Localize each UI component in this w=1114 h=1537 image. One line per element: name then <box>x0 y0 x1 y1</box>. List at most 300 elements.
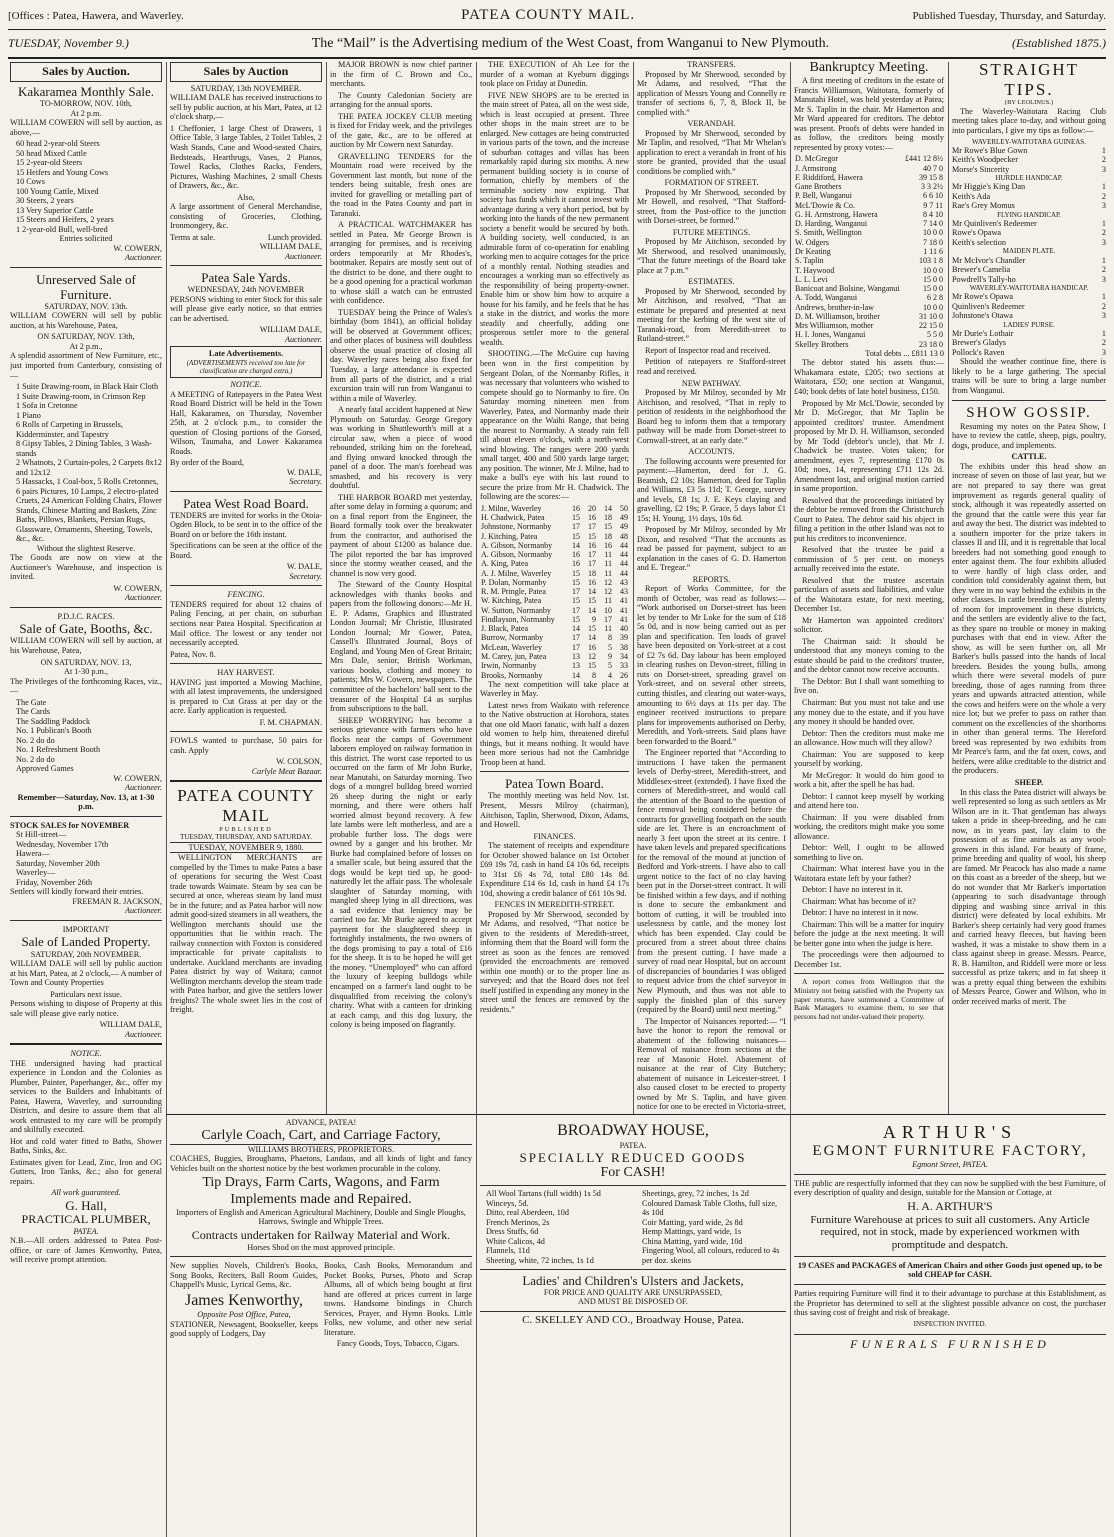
score-500: 18 <box>604 531 612 541</box>
horse-name: Mr Higgie's King Dan <box>952 182 1026 192</box>
divider <box>10 816 162 817</box>
ad-owners: WILLIAMS BROTHERS, PROPRIETORS. <box>247 1144 395 1154</box>
table-row <box>480 587 629 596</box>
editorial-date: TUESDAY, NOVEMBER 9, 1880. <box>170 842 322 854</box>
horse-name: Mr McIvor's Chandler <box>952 255 1026 265</box>
score-200: 17 <box>572 605 580 615</box>
article-subhead: FORMATION OF STREET. <box>664 178 759 188</box>
score-200: 16 <box>572 550 580 560</box>
score-500: 12 <box>604 577 612 587</box>
list-item: 13 Very Superior Cattle <box>16 205 94 215</box>
signature-role: Auctioneer. <box>284 334 322 344</box>
table-row <box>794 340 944 349</box>
list-item: 15 Steers and Heifers, 2 years <box>16 215 114 225</box>
divider <box>10 607 162 608</box>
column-1 <box>10 60 162 1532</box>
article-subhead: FINANCES. <box>533 831 576 841</box>
price-item: Flannels, 11d <box>486 1246 530 1256</box>
creditor-name: A. Todd, Wanganui <box>795 293 858 303</box>
tip-place: 1 <box>1101 255 1106 265</box>
tip-row <box>952 182 1106 192</box>
paper-nameplate: PATEA COUNTY MAIL <box>177 786 315 825</box>
ad-body: THE undersigned having had practical experience in London and the Colonies as Plumber, Painter, Paperhanger, &c., offer my services to the Builders and Inhabitants of Patea, Hawera, Waverley, and surrounding Districts, and desire to assure them that all work entrusted to my care will be promptly and skilfully executed. <box>10 1058 162 1135</box>
tip-place: 3 <box>1101 347 1106 357</box>
signature: W. COLSON, <box>276 757 322 767</box>
score-200: 16 <box>572 559 580 569</box>
score-500: 5 <box>608 661 612 671</box>
debt-amount: 103 1 8 <box>919 256 943 266</box>
ad-body: N.B.—All orders addressed to Patea Post-office, or care of James Kenworthy, Patea, will receive prompt attention. <box>10 1236 162 1265</box>
shooter-name: A. Gibson, Normanby <box>481 550 553 560</box>
article-paragraph: A PRACTICAL WATCHMAKER has settled in Patea. Mr George Brown is arranging for premises, and is receiving orders temporarily at Mr Rhodes's, bootmaker. Repairs are mostly sent out of the district to be done, and there ought to be a good opening for a practical workman to whose skill a watch can be entrusted with confidence. <box>330 220 472 306</box>
list-item: No. 1 Publican's Booth <box>16 726 92 736</box>
table-row <box>794 312 944 321</box>
article-paragraph: SHEEP WORRYING has become a serious grievance with farmers who have flocks near the camps of Government laborers employed on railway formation in this district. The worst case reported to us occurred on the farm of Mr John Burke, near Manutahi, on Saturday morning. Two dogs of a mongrel bulldog breed worried 26 sheep during the night or early morning, and there were others half worried almost beyond recovery. A few late lambs were left motherless, and are a probable further loss. The dogs were owned by a ganger and his brother. Mr Burke had complained before of losses on a smaller scale, but being assured that the dogs would be kept tied up, he good-naturedly let the affair pass. The wholesale slaughter of Saturday morning, with mangled sheep lying in all directions, was a sad evidence that leniency may be carried too far. Mr Burke agreed to accept payment for the slaughtered sheep in fortnightly instalments, the two owners of the dogs promising to pay a total of £16 for the sheep. It is to be hoped he will get the money. “Unemployed” who can afford the luxury of keeping bulldogs while encamped on a farmer's land ought to be disqualified from receiving the colony's charity. What with a canteen for drinking at each camp, and this dog luxury, the colony is being imposed on flagrantly. <box>330 715 472 1030</box>
ad-body: A large assortment of General Merchandise, consisting of Groceries, Clothing, Ironmongery, &c. <box>170 202 322 231</box>
masthead <box>8 6 1106 26</box>
tip-row <box>952 238 1106 248</box>
score-400: 15 <box>588 624 596 634</box>
score-total: 44 <box>620 550 628 560</box>
score-400: 14 <box>588 605 596 615</box>
score-500: 9 <box>608 651 612 661</box>
score-200: 14 <box>572 624 580 634</box>
horse-name: Mr Durie's Lothair <box>952 328 1014 338</box>
tip-place: 2 <box>1101 301 1106 311</box>
creditor-name: F. Riddiford, Hawera <box>795 172 863 182</box>
list-item: The Cards <box>16 707 50 717</box>
article-paragraph: Resolved that the trustee ascertain particulars of assets and liabilities, and value of the Waitotara estate, for next meeting, December 1st. <box>794 575 944 614</box>
list-item: 2 Whatnots, 2 Curtain-poles, 2 Carpets 8x12 and 12x12 <box>16 458 162 477</box>
list-item: 15 Heifers and Young Cows <box>16 167 109 177</box>
score-500: 8 <box>608 633 612 643</box>
column-rule <box>166 62 167 1537</box>
ad-date: ON SATURDAY, NOV. 13, <box>40 657 132 667</box>
privileges-list <box>10 698 162 774</box>
divider <box>794 1174 1106 1175</box>
creditor-name: G. H. Armstrong, Hawera <box>795 209 878 219</box>
ad-note: INSPECTION INVITED. <box>913 1319 987 1328</box>
section-header: Sales by Auction <box>170 62 322 82</box>
creditor-name: D. Harding, Wanganui <box>795 219 868 229</box>
debt-amount: 22 15 0 <box>919 321 943 331</box>
tip-place: 3 <box>1101 237 1106 247</box>
issue-date: TUESDAY, November 9.) <box>8 36 129 51</box>
signature-role: Auctioneer. <box>124 906 162 916</box>
ad-kicker: ADVANCE, PATEA! <box>285 1118 357 1127</box>
score-400: 17 <box>588 550 596 560</box>
article-subhead: TRANSFERS. <box>687 60 736 69</box>
list-item: 30 Steers, 2 years <box>16 196 74 206</box>
list-item: The Gate <box>16 697 47 707</box>
score-500: 12 <box>604 587 612 597</box>
ad-note: Horses Shod on the most approved principle. <box>247 1242 395 1252</box>
score-total: 43 <box>620 577 628 587</box>
signature: W. COWERN, <box>113 583 162 593</box>
horse-name: Powdrell's Tally-ho <box>952 274 1016 284</box>
ad-body: Estimates given for Lead, Zinc, Iron and OG Gutters, Iron Tanks, &c.; also for general repairs. <box>10 1157 162 1186</box>
table-row <box>480 606 629 615</box>
score-total: 44 <box>620 540 628 550</box>
list-item: 8 Gipsy Tables, 2 Dining Tables, 3 Wash-stands <box>16 439 152 458</box>
debt-amount: 31 10 0 <box>919 311 943 321</box>
divider <box>10 267 162 268</box>
score-200: 15 <box>572 512 580 522</box>
score-total: 34 <box>620 651 628 661</box>
article-paragraph: The next competition will take place at Waverley in May. <box>480 679 629 699</box>
ad-name: James Kenworthy, <box>184 1291 304 1309</box>
ad-note: Particulars next issue. <box>50 989 122 999</box>
article-paragraph: WELLINGTON MERCHANTS are compelled by the Times to make Patea a base of operations for securing the West Coast trade towards Waimate. Steam by sea can be secured at once, whereas steam by land must be in the future; and as Patea harbor will now admit good-sized steamers in all weathers, the Wellington merchants should use the opportunities that lie within reach. The railway connection with Foxton is considered impracticable for private capitalists to undertake. Auckland merchants are invading Patea district by way of Waitara; cannot Wellington merchants develop the steam trade with Patea harbor, and give the settlers lower freights? The whole sweet lies in the cost of freight. <box>170 853 322 1015</box>
creditor-name: J. Armstrong <box>795 163 837 173</box>
signature: W. DALE, <box>287 467 322 477</box>
article-paragraph: Proposed by Mr McL'Dowie, seconded by Mr D. McGregor, that Mr Taplin be appointed creditors' trustee. Amendment proposed by Mr D. H. Williamson, seconded by Mr Todd (debtor's uncle), that Mr J. Chadwick be trustee. Votes taken; for amendment, eyes 7, representing £170 0s 10d; noes, 14, representing £711 12s 2d. Amendment lost, and original motion carried in same proportion. <box>794 398 944 494</box>
debt-amount: 23 18 0 <box>919 339 943 349</box>
article-paragraph: The Chairman said: It should be understood that any moneys coming to the estate should be paid to the creditors' trustee, and the debtor cannot now receive accounts. <box>794 636 944 675</box>
masthead-rule <box>8 29 1106 30</box>
ad-note: Settlers will kindly forward their entries. <box>10 887 144 897</box>
established-note: (Established 1875.) <box>1011 36 1106 51</box>
article-subhead: NEW PATHWAY. <box>681 378 742 388</box>
column-3 <box>330 60 472 1112</box>
table-row <box>480 578 629 587</box>
divider <box>170 585 322 586</box>
article-paragraph: MAJOR BROWN is now chief partner in the firm of C. Brown and Co., merchants. <box>330 60 472 89</box>
list-item: 15 2-year-old Steers <box>16 158 83 168</box>
shooter-name: Brooks, Normanby <box>481 670 543 680</box>
ad-headline: Implements made and Repaired. <box>230 1191 412 1207</box>
column-rule <box>948 62 949 1114</box>
column-7 <box>952 60 1106 1112</box>
shooter-name: Johnstone, Normanby <box>481 522 552 532</box>
article-paragraph: Chairman: What has become of it? <box>802 896 916 906</box>
ad-body: TENDERS are invited for works in the Otoia-Ogden Block, to be sent in to the office of the Board on or before the 16th instant. <box>170 510 322 539</box>
terms-label: Terms at sale. <box>170 232 216 242</box>
table-row <box>480 615 629 624</box>
article-paragraph: Report of Works Committee, for the month of October, was read as follows:— “Work authorised on Dorset-street has been let by tender to Mr Loke for the sum of £18 5s 0d, and is now being carried out as per plan and specification. Ten loads of gravel have been deposited on York-street at a cost of £2 7s 6d. Day labour has been employed in clearing rushes on Devon-street, filling in ruts on Dorset-street, spreading gravel on York-street, and on several other streets, cutting thistles, and clearing out water-ways, amounting to 6½ days at 11s per day. The engineer received instructions to prepare plans for improvements authorised on Derby, Meredith, and York-streets. Said plans have been forwarded to the Board.” <box>637 584 786 746</box>
ad-body: Furniture Warehouse at prices to suit all customers. Any Article required, not in stock, made by experienced workmen with promptitude and despatch. <box>810 1213 1090 1252</box>
score-total: 26 <box>620 670 628 680</box>
debt-amount: 10 0 0 <box>923 228 943 238</box>
ad-body: 1 Cheffonier, 1 large Chest of Drawers, 1 Office Table, 3 large Tables, 2 Toilet Tables, 2 Wash Stands, Cane and Wood-seated Chairs, Bedsteads, Hearthrugs, Vases, 2 Pianos, Towel Racks, Clothes Racks, Fenders, Pictures, Washing Machines, 2 small Chests of Drawers, &c., &c. <box>170 123 322 191</box>
score-200: 17 <box>572 587 580 597</box>
article-paragraph: Resolved that the proceedings initiated by the debtor be removed from the Christchurch Court to Patea. The debtor said his object in filing a petition in the other Island was not to put his creditors to inconvenience. <box>794 495 944 543</box>
creditor-name: L. L. Levi <box>795 274 828 284</box>
article-subhead: ACCOUNTS. <box>688 447 735 457</box>
table-row <box>794 293 944 302</box>
ad-title: Sale of Landed Property. <box>21 934 151 950</box>
list-item: St Hill-street— <box>16 830 67 840</box>
article-paragraph: GRAVELLING TENDERS for the Mountain road were received by the Government last month, but none of the tenders being suitable, fresh ones are invited for gravelling or metalling part of the road in the Patea County and part in Taranaki. <box>330 151 472 218</box>
tip-row <box>952 311 1106 321</box>
creditor-name: T. Haywood <box>795 265 835 275</box>
price-item: Winceys, 5d. <box>486 1198 529 1208</box>
ad-body: Hot and cold water fitted to Baths, Shower Baths, Sinks, &c. <box>10 1136 162 1156</box>
ad-note: Without the slightest Reserve. <box>36 543 136 553</box>
ad-title: HAY HARVEST. <box>217 668 275 678</box>
tip-row <box>952 219 1106 229</box>
ad-headline: For CASH! <box>600 1165 666 1181</box>
ad-body: Specifications can be seen at the office of the Board. <box>170 541 322 560</box>
tip-place: 1 <box>1101 292 1106 302</box>
article-paragraph: Proposed by Mr Sherwood, seconded by Mr Adams, and resolved, “That notice be given to the residents of Meredith-street, informing them that the Board will form the street as soon as the fences are removed (provided the encroachments are removed within one month) or to the proper line as surveyed; and that the Board does not feel itself justified in expending any money in the street until the fences are removed by the residents.” <box>480 909 629 1014</box>
motto: The “Mail” is the Advertising medium of the West Coast, from Wanganui to New Plymouth. <box>311 35 830 51</box>
column-rule <box>790 62 791 1537</box>
article-paragraph: Resuming my notes on the Patea Show, I have to review the cattle, sheep, pigs, poultry, dogs, produce, and implements. <box>952 421 1106 450</box>
kenworthy-right <box>324 1261 472 1349</box>
race-name: LADIES' PURSE. <box>1003 320 1055 329</box>
tip-row <box>952 338 1106 348</box>
column-2 <box>170 60 322 1112</box>
debt-amount: 40 7 0 <box>923 163 943 173</box>
article-paragraph: The Waverley-Waitotara Racing Club meeting takes place to-day, and without going into particulars, I give my tips as follow:— <box>952 106 1106 135</box>
article-paragraph: Chairman: But you must not take and use any money due to the estate, and if you have any money it should be handed over. <box>794 697 944 727</box>
signature: FREEMAN R. JACKSON, <box>72 896 162 906</box>
price-list-left <box>480 1189 630 1265</box>
ad-date: TO-MORROW, NOV. 10th, <box>40 98 132 108</box>
creditor-name: P. Bell, Wanganui <box>795 191 852 201</box>
score-500: 16 <box>604 540 612 550</box>
divider <box>10 1043 162 1045</box>
horse-name: Mr Quinliven's Redeemer <box>952 218 1037 228</box>
ad-note: Entries solicited <box>59 234 113 244</box>
debts-table <box>794 154 944 349</box>
creditor-name: D. McGregor <box>795 154 839 164</box>
creditor-name: Banicoat and Bolsine, Wanganui <box>795 284 900 294</box>
score-total: 49 <box>620 522 628 532</box>
column-rule <box>326 62 327 1114</box>
score-200: 15 <box>572 577 580 587</box>
score-500: 14 <box>604 503 612 513</box>
terms-row <box>170 233 322 243</box>
article-paragraph: The debtor stated his assets thus:— Whakamara estate, £205; two sections at Waitotara, £50; one section at Wanganui, £40; book debts of late hotel business, £150. <box>794 358 944 396</box>
ad-subtitle: Sale of Gate, Booths, &c. <box>19 621 153 637</box>
race-name: FLYING HANDICAP. <box>997 210 1061 219</box>
ad-note: By order of the Board, <box>170 458 244 468</box>
tip-place: 1 <box>1101 145 1106 155</box>
debt-amount: 10 0 0 <box>923 302 943 312</box>
ad-title: Unreserved Sale of Furniture. <box>36 271 136 302</box>
ad-time: At 2 p.m. <box>70 108 102 118</box>
score-500: 4 <box>608 670 612 680</box>
tip-place: 1 <box>1101 218 1106 228</box>
ad-name: H. A. ARTHUR'S <box>907 1198 993 1213</box>
ad-body: Books, Cash Books, Memorandum and Pocket Books, Purses, Photo and Scrap Albums, all of which being bought at first hand are offered at prices current in large towns. Handsome bindings in Church Services, Prayer, and Hymn Books. Little Folks, new volume, and other new serial literature. <box>324 1261 472 1337</box>
horse-name: Keith's Woodpecker <box>952 155 1018 165</box>
column-6 <box>794 60 944 1112</box>
price-list-right <box>636 1189 786 1265</box>
signature-role: Auctioneer. <box>124 783 162 793</box>
article-paragraph: The statement of receipts and expenditure for October showed balance on 1st October £69 19s 7d, cash in hand £4 10s 6d, receipts to 31st £6 4s 7d, total £80 14s 8d. Expenditure £14 6s 1d, cash in hand £4 17s 10d, showing a credit balance of £61 10s 9d. <box>480 841 629 898</box>
signature: W. COWERN, <box>113 243 162 253</box>
tip-row <box>952 192 1106 202</box>
ad-note: Remember—Saturday, Nov. 13, at 1-30 p.m. <box>17 792 155 812</box>
section-header: Sales by Auction. <box>10 62 162 82</box>
tip-row <box>952 146 1106 156</box>
score-200: 17 <box>572 642 580 652</box>
article-paragraph: A first meeting of creditors in the estate of Francis Williamson, Waitotara, formerly of Manutahi Hotel, was held yesterday at Patea; Mr S. Taplin in the chair. Mr Hamerton and Mr Ward appeared for creditors. The debtor was present. Proofs of debts were handed in as follow, the creditors being mostly represented by proxy votes:— <box>794 76 944 152</box>
article-paragraph: SHOOTING.—The McGuire cup having been won in the first competition by Sergeant Dolan, of the Normanby Rifles, it was necessary that volunteers who wished to compete should go to Normanby to fire. On Saturday morning nineteen men from Waverley, Patea, and Normanby made their appearance on the Waihi Range, that being the nearest to Normanby. A steady rain fell till about eleven o'clock, with a north-west wind blowing. The ranges were 200 yards small target, 400 and 500 yards large target; any position. The winner, Mr J. Milne, had to make a bull's eye with his last round to secure the prize from Mr H. Chadwick. The following are the scores:— <box>480 349 629 502</box>
article-paragraph: The Engineer reported that “According to instructions I have taken the permanent levels of Derby-street, Meredith-street, and Middlesex-street (extended). I have fixed the corners of Meredith-street, and would call the attention of the Board to the question of fence removal being considered before the contracts for gravelling footpath on the south side are let. There is an encroachment of nearly 3 feet upon the street at its centre. I have taken levels and prepared specifications for the removal of the mound at junction of Bedford and York-streets. I have also to call urgent notice to the fact of no clay having been put in the Dorset-street contract. It will be finished within a few days, and if nothing is done to secure the embankment and bottom of cutting, it will be troubled into uselessness by cattle, and the money lost which has been expended. Clay could be procured from a street about three chains from the present cutting. I have made a survey of road near Hospital, but on account of discrepancies of boundaries I was obliged to request advice from the chief surveyor in New Plymouth, and thus was not able to supply the finished plan of this survey (required by the Board) until next meeting.” <box>637 748 786 1015</box>
subhead-rule <box>8 57 1106 59</box>
score-500: 11 <box>604 568 612 578</box>
table-row <box>794 275 944 284</box>
debt-amount: 15 0 0 <box>923 284 943 294</box>
creditor-name: S. Smith, Wellington <box>795 228 862 238</box>
shooter-name: Burrow, Normanby <box>481 633 544 643</box>
list-item: Hawera— <box>16 849 50 859</box>
tip-place: 1 <box>1101 328 1106 338</box>
score-400: 20 <box>588 503 596 513</box>
race-name: WAVERLEY-WAITOTARA GUINEAS. <box>972 137 1086 146</box>
article-paragraph: Debtor: I have no interest in it now. <box>802 908 919 918</box>
shooter-name: A. Gibson, Normanby <box>481 540 553 550</box>
published-label: PUBLISHED <box>219 825 273 833</box>
score-500: 11 <box>604 550 612 560</box>
arthurs-furniture-ad <box>794 1118 1106 1533</box>
score-400: 9 <box>592 614 596 624</box>
ad-time: At 1-30 p.m., <box>64 667 108 677</box>
score-400: 16 <box>588 512 596 522</box>
ad-title: Kakaramea Monthly Sale. <box>17 83 155 99</box>
ad-body: TENDERS required for about 12 chains of Paling Fencing, at per chain, on suburban sections near Patea Hospital. Specification at Mail office. The lowest or any tender not necessarily accepted. <box>170 599 322 648</box>
banner-note: (ADVERTISEMENTS received too late for classification are charged extra.) <box>186 358 306 375</box>
shooter-name: J. Milne, Waverley <box>481 503 542 513</box>
table-row <box>794 154 944 163</box>
ad-date: SATURDAY, NOV. 13th. <box>44 301 128 311</box>
ad-title: P.D.J.C. RACES. <box>57 611 115 621</box>
debt-amount: 9 7 11 <box>923 200 943 210</box>
race-name: HURDLE HANDICAP. <box>995 174 1063 183</box>
coach-factory-ad <box>170 1118 472 1533</box>
horse-name: Keith's Ada <box>952 191 991 201</box>
article-title: Bankruptcy Meeting. <box>809 60 929 75</box>
article-paragraph: Mr Hamerton was appointed creditors' solicitor. <box>794 615 944 635</box>
ad-title: Patea Sale Yards. <box>201 270 291 286</box>
shooter-name: M. Carey, jun, Patea <box>481 651 547 661</box>
score-500: 17 <box>604 614 612 624</box>
stock-sale-dates <box>10 830 162 887</box>
list-item: Approved Games <box>16 764 74 774</box>
signature-role: Secretary. <box>289 571 322 581</box>
divider <box>10 920 162 921</box>
creditor-name: Gane Brothers <box>795 182 842 192</box>
divider <box>794 1284 1106 1285</box>
ad-title: BROADWAY HOUSE, <box>557 1122 709 1139</box>
ad-time: At 2 p.m., <box>69 341 103 351</box>
ad-address: Opposite Post Office, Patea, <box>197 1310 291 1320</box>
score-200: 13 <box>572 661 580 671</box>
horse-name: Rowe's Opawa <box>952 228 1001 238</box>
score-200: 15 <box>572 596 580 606</box>
article-paragraph: The proceedings were then adjourned to December 1st. <box>794 950 944 969</box>
score-total: 40 <box>620 624 628 634</box>
score-500: 11 <box>604 559 612 569</box>
horse-name: Quinliven's Redeemer <box>952 301 1025 311</box>
published-days: TUESDAY, THURSDAY, AND SATURDAY. <box>179 833 313 842</box>
price-item: Sheetings, grey, 72 inches, 1s 2d <box>642 1189 749 1199</box>
score-total: 41 <box>620 614 628 624</box>
article-paragraph: TUESDAY being the Prince of Wales's birthday (born 1841), an official holiday will be observed at Government offices; and other places of business will doubtless observe the usual practice of closing all day. Waverley races being also fixed for Tuesday, a large attendance is expected from all parts of the district, and a trial excursion train will run from Wanganui to within a mile of Waverley. <box>330 307 472 403</box>
signature-role: Secretary. <box>289 477 322 487</box>
table-row <box>480 652 629 661</box>
tip-place: 2 <box>1101 191 1106 201</box>
signature-role: Auctioneer. <box>284 251 322 261</box>
score-400: 16 <box>588 577 596 587</box>
shooter-name: W. Sutton, Normanby <box>481 605 551 615</box>
ad-body: 19 CASES and PACKAGES of American Chairs and other Goods just opened up, to be sold CHEAP for CASH. <box>797 1260 1103 1280</box>
article-subhead: FUTURE MEETINGS. <box>672 227 751 237</box>
score-400: 17 <box>588 522 596 532</box>
article-subhead: FENCES IN MEREDITH-STREET. <box>494 900 615 910</box>
column-rule <box>476 62 477 1537</box>
article-paragraph: Proposed by Mr Sherwood, seconded by Mr Adams, and resolved, “That the application of Messrs Young and Connelly re transfer of sections 6, 7, 8, Block II, be complied with.” <box>637 69 786 117</box>
tip-place: 2 <box>1101 265 1106 275</box>
ad-body: WILLIAM DALE has received instructions to sell by public auction, at his Mart, Patea, at 12 o'clock sharp,— <box>170 93 322 122</box>
lunch-label: Lunch provided. <box>267 232 322 242</box>
shooter-name: Findlayson, Normanby <box>481 614 555 624</box>
signature-role: Carlyle Meat Bazaar. <box>251 766 322 776</box>
table-row <box>794 303 944 312</box>
score-total: 33 <box>620 661 628 671</box>
column-4 <box>480 60 629 1112</box>
table-row <box>480 541 629 550</box>
table-row <box>480 661 629 670</box>
divider <box>170 780 322 782</box>
banner-title: Late Advertisements. <box>208 349 284 359</box>
column-5 <box>637 60 786 1112</box>
article-paragraph: In this class the Patea district will always be well represented so long as such settlers as Mr Wilson are in it. That gentleman has always taken a pride in sheep-breeding, and he can now, as in years past, lay claim to the possession of as fine animals as any wool-growers in this island. For beauty of frame, prime breeding and quality of wool, his sheep are famed. Mr Peacock has also made a name on this coast as a breeder of the sheep, but we do not wonder that Mr Barker's importation (appearing to such disadvantage through dipping and washing since arrival in this district) were defeated by local exhibits. Mr Barker's sheep certainly had very good frames and carried heavy fleeces, but having been washed, it was a mistake to show them in a class against sheep in grease. Messrs. Pearce, R. B. Hamilton, and Riddell were more or less successful as prize takers; and in fat sheep it was a pretty equal thing between the exhibits of Messrs Pearce, Gower and Wilson, who in order received marks of merit. The <box>952 787 1106 1006</box>
score-200: 14 <box>572 670 580 680</box>
score-total: 44 <box>620 559 628 569</box>
article-paragraph: Proposed by Mr Milroy, seconded by Mr Aitchison, and resolved, “That in reply to petition of residents in the neighborhood the Board beg to inform them that a temporary pathway will be made from Dorset-street to Cornwall-street, at an early date.” <box>637 388 786 445</box>
horse-name: Johnstone's Otawa <box>952 311 1013 321</box>
horse-name: Pollock's Raven <box>952 347 1005 357</box>
horse-name: Morse's Sincerity <box>952 164 1010 174</box>
ad-note: All work guaranteed. <box>51 1188 121 1198</box>
ad-note: FOR PRICE AND QUALITY ARE UNSURPASSED, <box>543 1287 723 1297</box>
signature: WILLIAM DALE, <box>99 1020 162 1030</box>
debt-amount: 8 4 10 <box>923 209 943 219</box>
score-500: 11 <box>604 596 612 606</box>
tip-row <box>952 228 1106 238</box>
score-400: 14 <box>588 633 596 643</box>
price-item: Fingering Wool, all colours, reduced to 4s per doz. skeins <box>642 1246 780 1265</box>
score-200: 13 <box>572 651 580 661</box>
ad-note: Fancy Goods, Toys, Tobacco, Cigars. <box>336 1339 460 1349</box>
shooter-name: A. J. Milne, Waverley <box>481 568 552 578</box>
article-subhead: SHEEP. <box>1014 777 1044 787</box>
ad-title: NOTICE. <box>70 1049 102 1059</box>
article-paragraph: THE EXECUTION of Ah Lee for the murder of a woman at Kyeburn diggings took place on Friday at Dunedin. <box>480 60 629 89</box>
ad-headline: Ladies' and Children's Ulsters and Jackets, <box>522 1272 744 1288</box>
tip-row <box>952 275 1106 285</box>
ad-place: PATEA. <box>619 1140 647 1150</box>
column-rule <box>633 62 634 1114</box>
score-200: 15 <box>572 531 580 541</box>
horse-name: Rae's Grey Momus <box>952 201 1015 211</box>
score-200: 15 <box>572 614 580 624</box>
debt-amount: 7 18 0 <box>923 237 943 247</box>
article-paragraph: A nearly fatal accident happened at New Plymouth on Saturday. George Gregory was working in Shuttleworth's mill at a circular saw, when a piece of wood rebounded, striking him on the forehead, and flying onward knocked through the panel of a door. The man's forehead was smashed, and his recovery is very doubtful. <box>330 405 472 491</box>
table-row <box>794 182 944 191</box>
debt-amount: 5 5 0 <box>927 330 943 340</box>
table-row <box>794 330 944 339</box>
score-200: 16 <box>572 503 580 513</box>
article-paragraph: Proposed by Mr Milroy, seconded by Mr Dixon, and resolved “That the accounts as read be passed for payment, subject to an explanation in the cases of G. D. Hamerton and E. Tregear.” <box>637 525 786 573</box>
article-paragraph: Chairman: What interest have you in the Waitotara estate left by your father? <box>794 864 944 883</box>
horse-name: Brewer's Camelia <box>952 265 1011 275</box>
